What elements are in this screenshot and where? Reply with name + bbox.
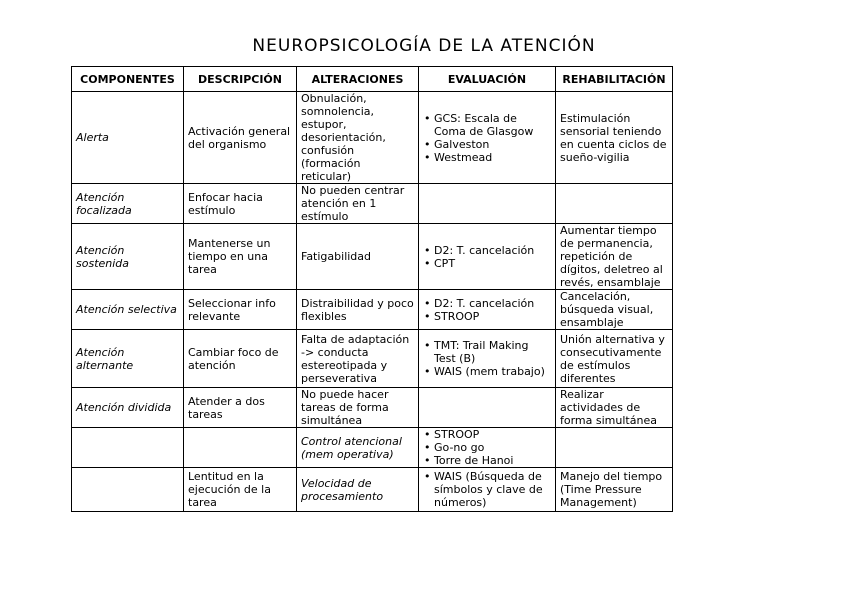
cell-componente: Atención focalizada — [72, 184, 184, 224]
list-item: • Galveston — [423, 138, 551, 151]
cell-alteraciones: Obnulación, somnolencia, estupor, desorientación, confusión (formación reticular) — [297, 92, 419, 184]
cell-componente: Atención selectiva — [72, 290, 184, 330]
cell-rehabilitacion: Cancelación, búsqueda visual, ensamblaje — [556, 290, 673, 330]
list-item: • D2: T. cancelación — [423, 244, 551, 257]
cell-evaluacion — [419, 388, 556, 428]
cell-rehabilitacion: Manejo del tiempo (Time Pressure Management) — [556, 468, 673, 512]
list-item: • Torre de Hanoi — [423, 454, 551, 467]
cell-componente: Atención dividida — [72, 388, 184, 428]
cell-alteraciones: Falta de adaptación -> conducta estereotipada y perseverativa — [297, 330, 419, 388]
cell-rehabilitacion: Aumentar tiempo de permanencia, repetición de dígitos, deletreo al revés, ensamblaje — [556, 224, 673, 290]
cell-descripcion: Seleccionar info relevante — [184, 290, 297, 330]
cell-descripcion: Activación general del organismo — [184, 92, 297, 184]
list-item: • WAIS (Búsqueda de símbolos y clave de números) — [423, 470, 551, 509]
evaluacion-list — [423, 428, 551, 467]
attention-table — [71, 66, 673, 512]
list-item: • STROOP — [423, 428, 551, 441]
cell-rehabilitacion: Realizar actividades de forma simultánea — [556, 388, 673, 428]
cell-evaluacion — [419, 92, 556, 184]
table-row — [72, 428, 673, 468]
list-item: • GCS: Escala de Coma de Glasgow — [423, 112, 551, 138]
table-row — [72, 388, 673, 428]
cell-rehabilitacion — [556, 184, 673, 224]
cell-descripcion: Cambiar foco de atención — [184, 330, 297, 388]
header-alteraciones: ALTERACIONES — [297, 67, 419, 92]
cell-componente — [72, 468, 184, 512]
cell-alteraciones: No pueden centrar atención en 1 estímulo — [297, 184, 419, 224]
evaluacion-list — [423, 339, 551, 378]
cell-alteraciones: Distraibilidad y poco flexibles — [297, 290, 419, 330]
table-row — [72, 468, 673, 512]
evaluacion-list — [423, 112, 551, 164]
evaluacion-list — [423, 297, 551, 323]
list-item: • D2: T. cancelación — [423, 297, 551, 310]
cell-rehabilitacion: Unión alternativa y consecutivamente de estímulos diferentes — [556, 330, 673, 388]
header-descripcion: DESCRIPCIÓN — [184, 67, 297, 92]
page-title: NEUROPSICOLOGÍA DE LA ATENCIÓN — [252, 36, 596, 56]
cell-componente: Atención alternante — [72, 330, 184, 388]
cell-evaluacion — [419, 290, 556, 330]
list-item: • Westmead — [423, 151, 551, 164]
table-row — [72, 224, 673, 290]
list-item: • Go-no go — [423, 441, 551, 454]
cell-componente — [72, 428, 184, 468]
cell-descripcion: Enfocar hacia estímulo — [184, 184, 297, 224]
list-item: • CPT — [423, 257, 551, 270]
table-row — [72, 184, 673, 224]
cell-evaluacion — [419, 224, 556, 290]
cell-alteraciones: Fatigabilidad — [297, 224, 419, 290]
evaluacion-list — [423, 470, 551, 509]
table-row — [72, 290, 673, 330]
list-item: • STROOP — [423, 310, 551, 323]
cell-alteraciones: No puede hacer tareas de forma simultánea — [297, 388, 419, 428]
cell-rehabilitacion — [556, 428, 673, 468]
cell-descripcion: Lentitud en la ejecución de la tarea — [184, 468, 297, 512]
cell-evaluacion — [419, 330, 556, 388]
cell-alteraciones: Velocidad de procesamiento — [297, 468, 419, 512]
cell-evaluacion — [419, 428, 556, 468]
table-row — [72, 92, 673, 184]
table-row — [72, 330, 673, 388]
header-row — [72, 67, 673, 92]
cell-descripcion: Atender a dos tareas — [184, 388, 297, 428]
cell-rehabilitacion: Estimulación sensorial teniendo en cuenta ciclos de sueño-vigilia — [556, 92, 673, 184]
list-item: • TMT: Trail Making Test (B) — [423, 339, 551, 365]
cell-alteraciones: Control atencional (mem operativa) — [297, 428, 419, 468]
cell-descripcion — [184, 428, 297, 468]
header-evaluacion: EVALUACIÓN — [419, 67, 556, 92]
cell-componente: Alerta — [72, 92, 184, 184]
evaluacion-list — [423, 244, 551, 270]
cell-descripcion: Mantenerse un tiempo en una tarea — [184, 224, 297, 290]
header-rehabilitacion: REHABILITACIÓN — [556, 67, 673, 92]
header-componentes: COMPONENTES — [72, 67, 184, 92]
cell-evaluacion — [419, 468, 556, 512]
list-item: • WAIS (mem trabajo) — [423, 365, 551, 378]
cell-evaluacion — [419, 184, 556, 224]
cell-componente: Atención sostenida — [72, 224, 184, 290]
